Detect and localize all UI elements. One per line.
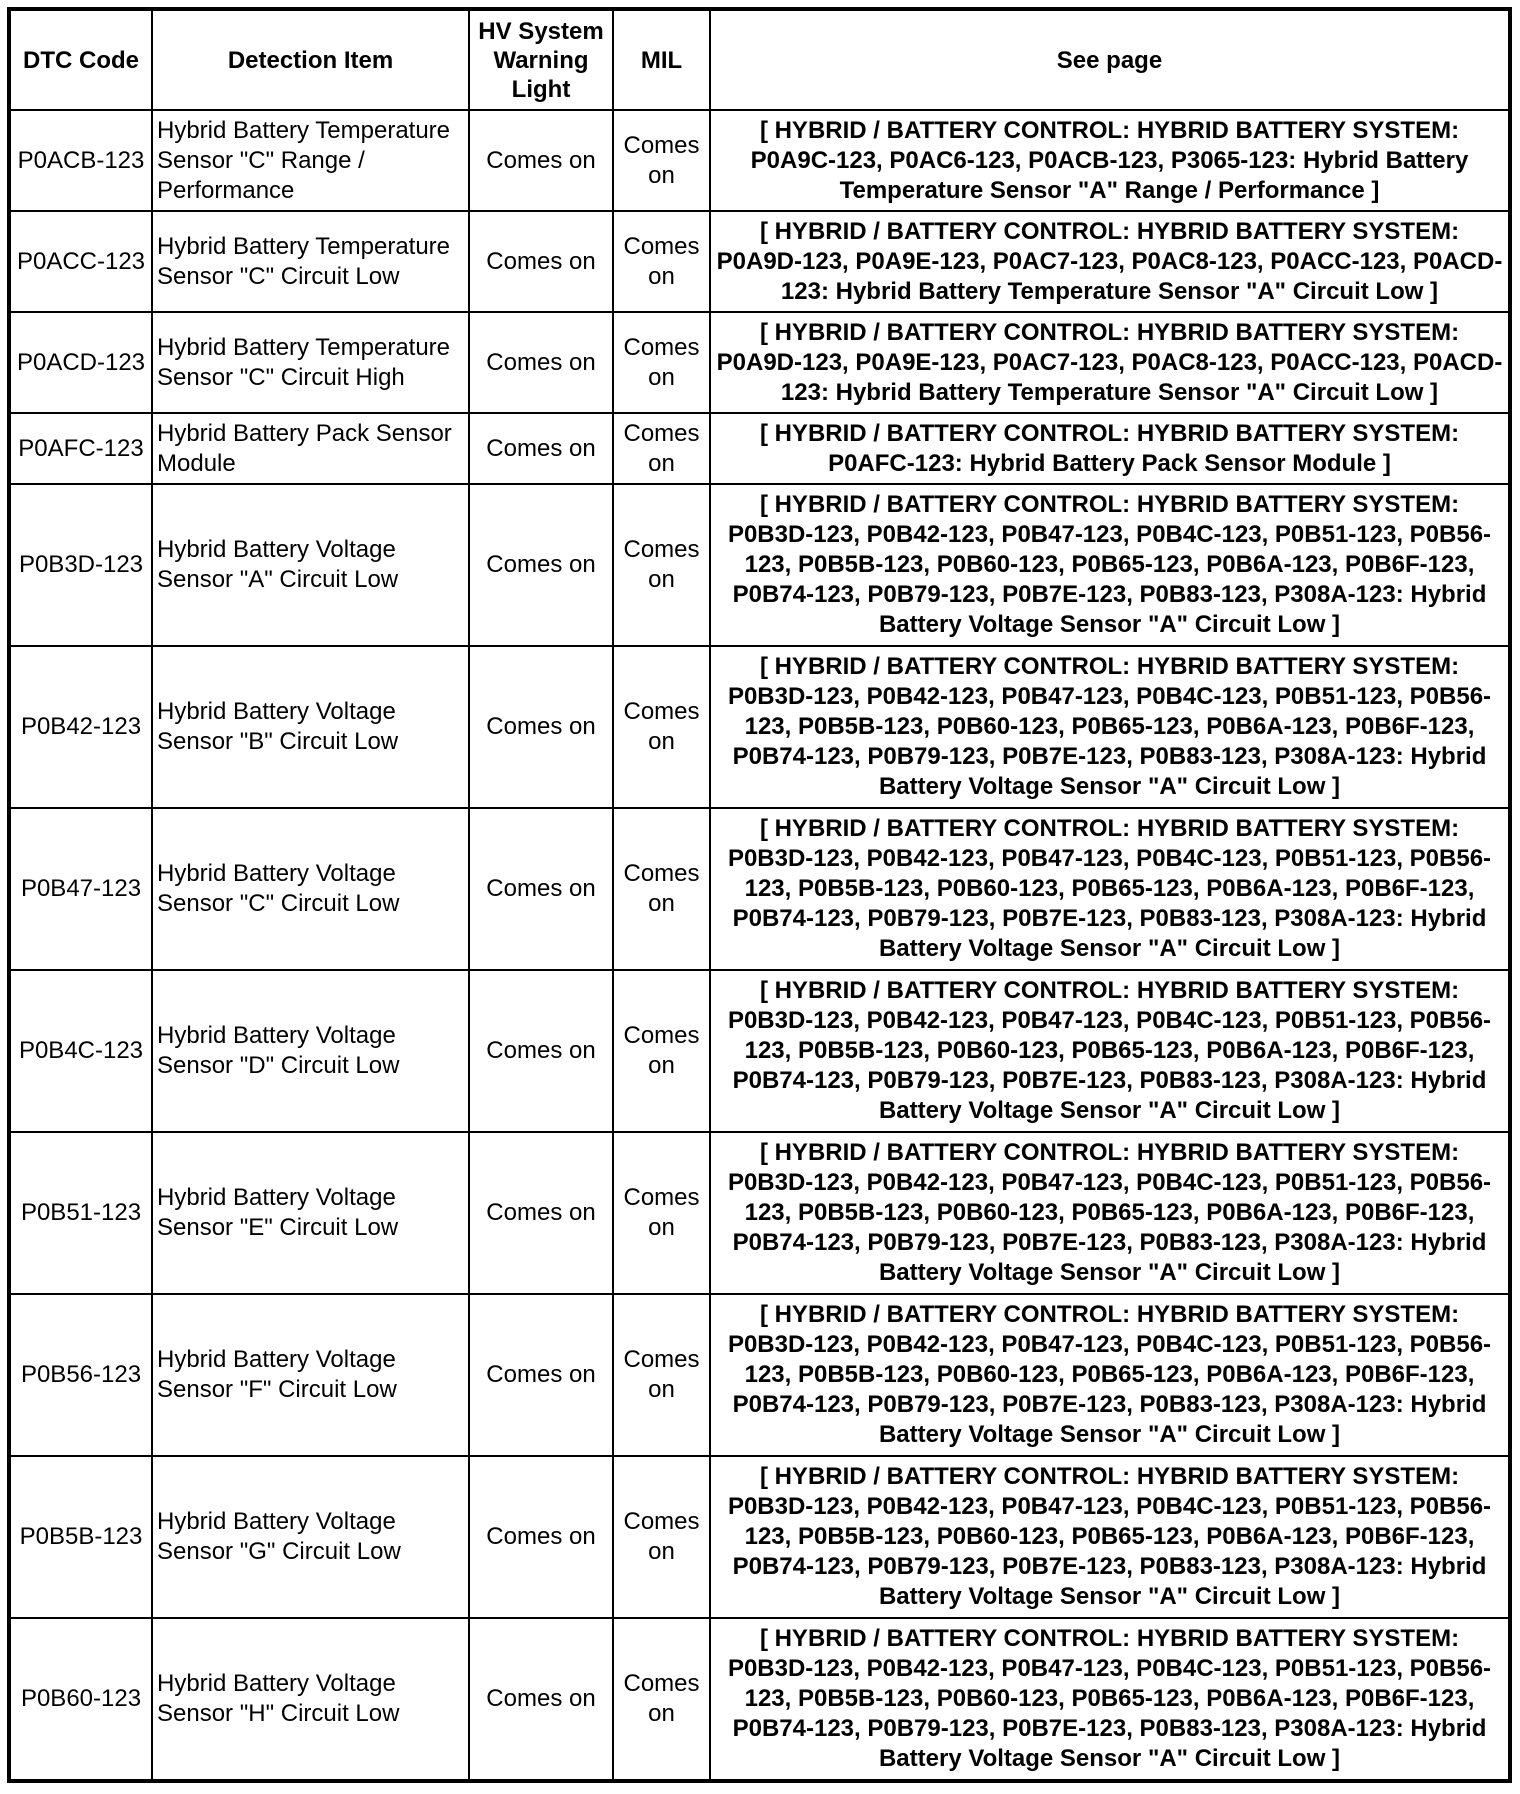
see-page-link[interactable]: [ HYBRID / BATTERY CONTROL: HYBRID BATTERY SYSTEM: P0B3D-123, P0B42-123, P0B47-123, P0B4C-123, P0B51-123, P0B56-123, P0B5B-123, P0B60-123, P0B65-123, P0B6A-123, P0B6F-123, P0B74-123, P0B79-123, P0B7E-123, P0B83-123, P308A-123: Hybrid Battery Voltage Sensor "A" Circuit Low ]: [710, 808, 1510, 970]
dtc-code-cell: P0ACC-123: [9, 211, 152, 312]
dtc-code-cell: P0B60-123: [9, 1618, 152, 1781]
dtc-code-cell: P0B5B-123: [9, 1456, 152, 1618]
table-row: [9, 211, 1510, 312]
header-row: [9, 9, 1510, 110]
header-detection-item: Detection Item: [152, 9, 469, 110]
see-page-link[interactable]: [ HYBRID / BATTERY CONTROL: HYBRID BATTERY SYSTEM: P0B3D-123, P0B42-123, P0B47-123, P0B4C-123, P0B51-123, P0B56-123, P0B5B-123, P0B60-123, P0B65-123, P0B6A-123, P0B6F-123, P0B74-123, P0B79-123, P0B7E-123, P0B83-123, P308A-123: Hybrid Battery Voltage Sensor "A" Circuit Low ]: [710, 970, 1510, 1132]
dtc-code-cell: P0AFC-123: [9, 413, 152, 484]
hv-warning-cell: Comes on: [469, 1132, 613, 1294]
see-page-link[interactable]: [ HYBRID / BATTERY CONTROL: HYBRID BATTERY SYSTEM: P0B3D-123, P0B42-123, P0B47-123, P0B4C-123, P0B51-123, P0B56-123, P0B5B-123, P0B60-123, P0B65-123, P0B6A-123, P0B6F-123, P0B74-123, P0B79-123, P0B7E-123, P0B83-123, P308A-123: Hybrid Battery Voltage Sensor "A" Circuit Low ]: [710, 646, 1510, 808]
see-page-link[interactable]: [ HYBRID / BATTERY CONTROL: HYBRID BATTERY SYSTEM: P0B3D-123, P0B42-123, P0B47-123, P0B4C-123, P0B51-123, P0B56-123, P0B5B-123, P0B60-123, P0B65-123, P0B6A-123, P0B6F-123, P0B74-123, P0B79-123, P0B7E-123, P0B83-123, P308A-123: Hybrid Battery Voltage Sensor "A" Circuit Low ]: [710, 1618, 1510, 1781]
dtc-table: [7, 7, 1512, 1783]
table-row: [9, 484, 1510, 646]
header-dtc-code: DTC Code: [9, 9, 152, 110]
see-page-link[interactable]: [ HYBRID / BATTERY CONTROL: HYBRID BATTERY SYSTEM: P0AFC-123: Hybrid Battery Pack Sensor Module ]: [710, 413, 1510, 484]
detection-item-cell: Hybrid Battery Voltage Sensor "G" Circuit Low: [152, 1456, 469, 1618]
see-page-link[interactable]: [ HYBRID / BATTERY CONTROL: HYBRID BATTERY SYSTEM: P0A9D-123, P0A9E-123, P0AC7-123, P0AC8-123, P0ACC-123, P0ACD-123: Hybrid Battery Temperature Sensor "A" Circuit Low ]: [710, 211, 1510, 312]
detection-item-cell: Hybrid Battery Voltage Sensor "B" Circuit Low: [152, 646, 469, 808]
detection-item-cell: Hybrid Battery Voltage Sensor "E" Circuit Low: [152, 1132, 469, 1294]
detection-item-cell: Hybrid Battery Temperature Sensor "C" Range / Performance: [152, 110, 469, 211]
dtc-code-cell: P0B42-123: [9, 646, 152, 808]
hv-warning-cell: Comes on: [469, 970, 613, 1132]
hv-warning-cell: Comes on: [469, 211, 613, 312]
header-see-page: See page: [710, 9, 1510, 110]
hv-warning-cell: Comes on: [469, 312, 613, 413]
hv-warning-cell: Comes on: [469, 1618, 613, 1781]
mil-cell: Comes on: [613, 110, 710, 211]
mil-cell: Comes on: [613, 1132, 710, 1294]
mil-cell: Comes on: [613, 646, 710, 808]
dtc-code-cell: P0ACD-123: [9, 312, 152, 413]
dtc-code-cell: P0B56-123: [9, 1294, 152, 1456]
see-page-link[interactable]: [ HYBRID / BATTERY CONTROL: HYBRID BATTERY SYSTEM: P0A9D-123, P0A9E-123, P0AC7-123, P0AC8-123, P0ACC-123, P0ACD-123: Hybrid Battery Temperature Sensor "A" Circuit Low ]: [710, 312, 1510, 413]
mil-cell: Comes on: [613, 484, 710, 646]
see-page-link[interactable]: [ HYBRID / BATTERY CONTROL: HYBRID BATTERY SYSTEM: P0B3D-123, P0B42-123, P0B47-123, P0B4C-123, P0B51-123, P0B56-123, P0B5B-123, P0B60-123, P0B65-123, P0B6A-123, P0B6F-123, P0B74-123, P0B79-123, P0B7E-123, P0B83-123, P308A-123: Hybrid Battery Voltage Sensor "A" Circuit Low ]: [710, 1456, 1510, 1618]
detection-item-cell: Hybrid Battery Voltage Sensor "C" Circuit Low: [152, 808, 469, 970]
mil-cell: Comes on: [613, 312, 710, 413]
dtc-code-cell: P0ACB-123: [9, 110, 152, 211]
table-row: [9, 413, 1510, 484]
table-row: [9, 1618, 1510, 1781]
table-row: [9, 646, 1510, 808]
see-page-link[interactable]: [ HYBRID / BATTERY CONTROL: HYBRID BATTERY SYSTEM: P0A9C-123, P0AC6-123, P0ACB-123, P3065-123: Hybrid Battery Temperature Sensor "A" Range / Performance ]: [710, 110, 1510, 211]
mil-cell: Comes on: [613, 1618, 710, 1781]
dtc-code-cell: P0B3D-123: [9, 484, 152, 646]
detection-item-cell: Hybrid Battery Voltage Sensor "F" Circuit Low: [152, 1294, 469, 1456]
detection-item-cell: Hybrid Battery Temperature Sensor "C" Circuit High: [152, 312, 469, 413]
dtc-code-cell: P0B51-123: [9, 1132, 152, 1294]
mil-cell: Comes on: [613, 211, 710, 312]
detection-item-cell: Hybrid Battery Voltage Sensor "A" Circuit Low: [152, 484, 469, 646]
hv-warning-cell: Comes on: [469, 1456, 613, 1618]
dtc-code-cell: P0B4C-123: [9, 970, 152, 1132]
hv-warning-cell: Comes on: [469, 413, 613, 484]
detection-item-cell: Hybrid Battery Temperature Sensor "C" Circuit Low: [152, 211, 469, 312]
hv-warning-cell: Comes on: [469, 110, 613, 211]
mil-cell: Comes on: [613, 970, 710, 1132]
mil-cell: Comes on: [613, 808, 710, 970]
hv-warning-cell: Comes on: [469, 808, 613, 970]
hv-warning-cell: Comes on: [469, 484, 613, 646]
see-page-link[interactable]: [ HYBRID / BATTERY CONTROL: HYBRID BATTERY SYSTEM: P0B3D-123, P0B42-123, P0B47-123, P0B4C-123, P0B51-123, P0B56-123, P0B5B-123, P0B60-123, P0B65-123, P0B6A-123, P0B6F-123, P0B74-123, P0B79-123, P0B7E-123, P0B83-123, P308A-123: Hybrid Battery Voltage Sensor "A" Circuit Low ]: [710, 1132, 1510, 1294]
see-page-link[interactable]: [ HYBRID / BATTERY CONTROL: HYBRID BATTERY SYSTEM: P0B3D-123, P0B42-123, P0B47-123, P0B4C-123, P0B51-123, P0B56-123, P0B5B-123, P0B60-123, P0B65-123, P0B6A-123, P0B6F-123, P0B74-123, P0B79-123, P0B7E-123, P0B83-123, P308A-123: Hybrid Battery Voltage Sensor "A" Circuit Low ]: [710, 1294, 1510, 1456]
detection-item-cell: Hybrid Battery Voltage Sensor "H" Circuit Low: [152, 1618, 469, 1781]
table-row: [9, 970, 1510, 1132]
table-row: [9, 1456, 1510, 1618]
hv-warning-cell: Comes on: [469, 646, 613, 808]
see-page-link[interactable]: [ HYBRID / BATTERY CONTROL: HYBRID BATTERY SYSTEM: P0B3D-123, P0B42-123, P0B47-123, P0B4C-123, P0B51-123, P0B56-123, P0B5B-123, P0B60-123, P0B65-123, P0B6A-123, P0B6F-123, P0B74-123, P0B79-123, P0B7E-123, P0B83-123, P308A-123: Hybrid Battery Voltage Sensor "A" Circuit Low ]: [710, 484, 1510, 646]
header-mil: MIL: [613, 9, 710, 110]
table-row: [9, 808, 1510, 970]
mil-cell: Comes on: [613, 1456, 710, 1618]
table-row: [9, 110, 1510, 211]
mil-cell: Comes on: [613, 413, 710, 484]
detection-item-cell: Hybrid Battery Voltage Sensor "D" Circuit Low: [152, 970, 469, 1132]
table-row: [9, 1132, 1510, 1294]
header-hv-warning-light: HV System Warning Light: [469, 9, 613, 110]
hv-warning-cell: Comes on: [469, 1294, 613, 1456]
mil-cell: Comes on: [613, 1294, 710, 1456]
table-row: [9, 1294, 1510, 1456]
detection-item-cell: Hybrid Battery Pack Sensor Module: [152, 413, 469, 484]
table-row: [9, 312, 1510, 413]
dtc-code-cell: P0B47-123: [9, 808, 152, 970]
